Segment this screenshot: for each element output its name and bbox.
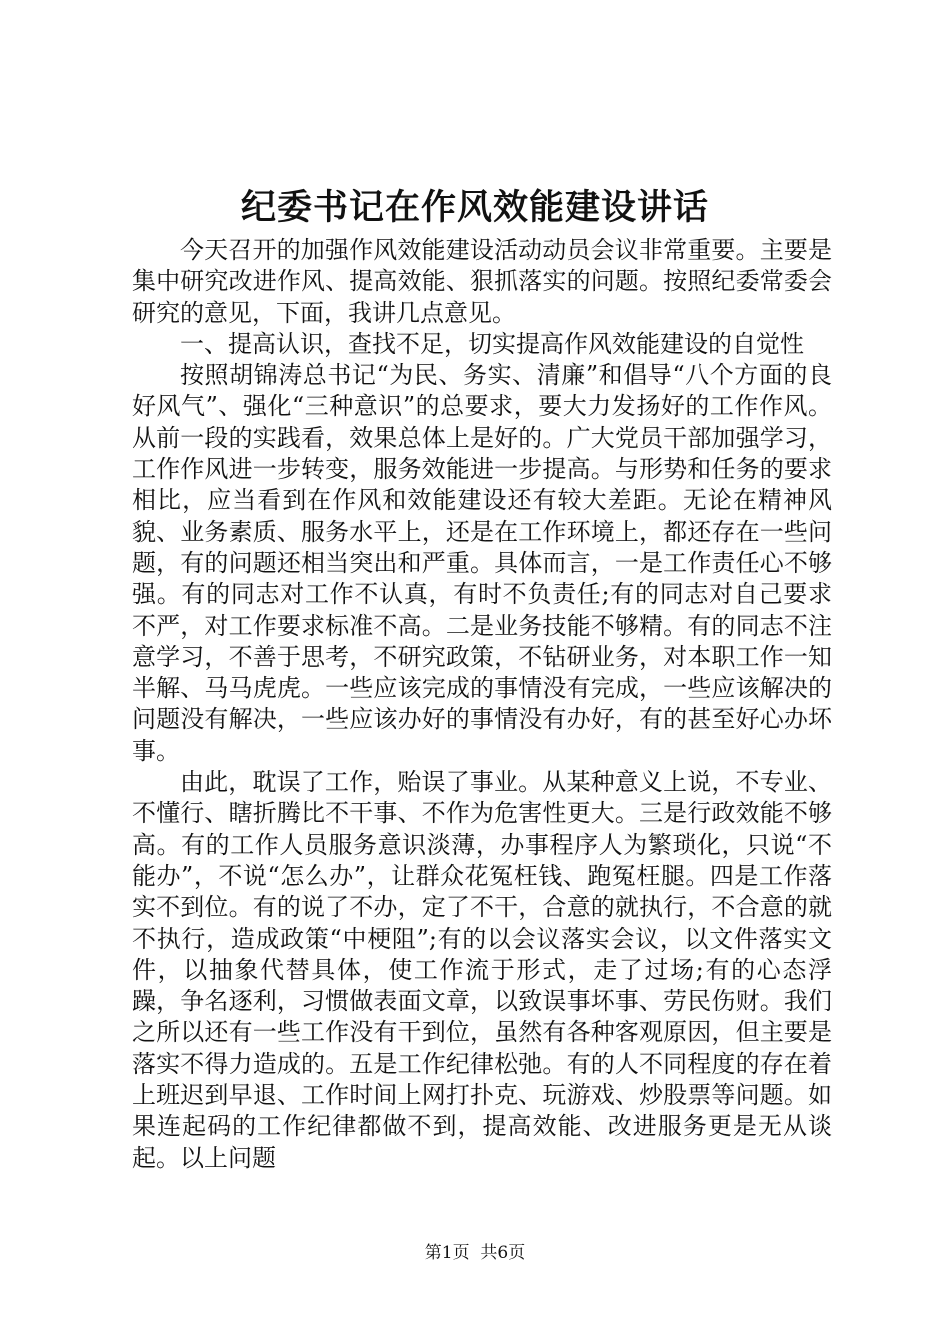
paragraph-section-heading: 一、提高认识，查找不足，切实提高作风效能建设的自觉性 [180,329,804,358]
paragraph-intro: 今天召开的加强作风效能建设活动动员会议非常重要。主要是集中研究改进作风、提高效能、狠抓落实的问题。按照纪委常委会研究的意见，下面，我讲几点意见。 [132,236,832,327]
paragraph-problems: 按照胡锦涛总书记“为民、务实、清廉”和倡导“八个方面的良好风气”、强化“三种意识”的总要求，要大力发扬好的工作作风。从前一段的实践看，效果总体上是好的。广大党员干部加强学习，工作作风进一步转变，服务效能进一步提高。与形势和任务的要求相比，应当看到在作风和效能建设还有较大差距。无论在精神风貌、业务素质、服务水平上，还是在工作环境上，都还存在一些问题，有的问题还相当突出和严重。具体而言，一是工作责任心不够强。有的同志对工作不认真，有时不负责任;有的同志对自己要求不严，对工作要求标准不高。二是业务技能不够精。有的同志不注意学习，不善于思考，不研究政策，不钻研业务，对本职工作一知半解、马马虎虎。一些应该完成的事情没有完成，一些应该解决的问题没有解决，一些应该办好的事情没有办好，有的甚至好心办坏事。 [132,361,832,765]
page-footer: 第1页 共6页 [424,1243,526,1263]
document-title: 纪委书记在作风效能建设讲话 [240,187,709,228]
document-body [132,235,832,1174]
paragraph-consequences: 由此，耽误了工作，贻误了事业。从某种意义上说，不专业、不懂行、瞎折腾比不干事、不作为危害性更大。三是行政效能不够高。有的工作人员服务意识淡薄，办事程序人为繁琐化，只说“不能办”，不说“怎么办”，让群众花冤枉钱、跑冤枉腿。四是工作落实不到位。有的说了不办，定了不干，合意的就执行，不合意的就不执行，造成政策“中梗阻”;有的以会议落实会议，以文件落实文件，以抽象代替具体，使工作流于形式，走了过场;有的心态浮躁，争名逐利，习惯做表面文章，以致误事坏事、劳民伤财。我们之所以还有一些工作没有干到位，虽然有各种客观原因，但主要是落实不得力造成的。五是工作纪律松弛。有的人不同程度的存在着上班迟到早退、工作时间上网打扑克、玩游戏、炒股票等问题。如果连起码的工作纪律都做不到，提高效能、改进服务更是无从谈起。以上问题 [132,768,832,1172]
